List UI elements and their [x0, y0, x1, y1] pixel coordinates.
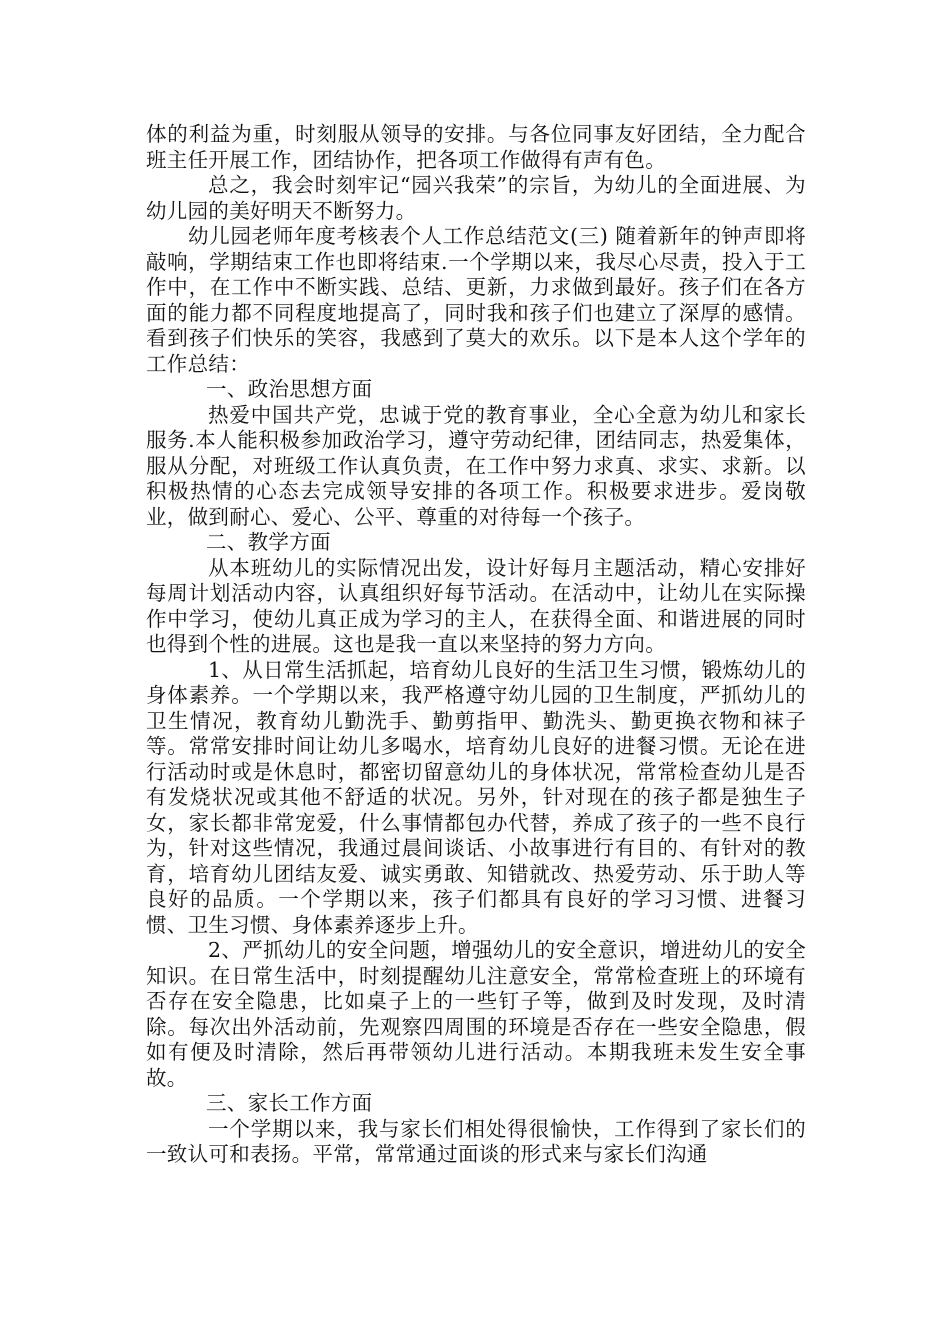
- paragraph-7: 从本班幼儿的实际情况出发，设计好每月主题活动，精心安排好每周计划活动内容，认真组织好每节活动。在活动中，让幼儿在实际操作中学习，使幼儿真正成为学习的主人，在获得全面、和谐进展的同时也得到个性的进展。这也是我一直以来坚持的努力方向。: [146, 555, 806, 656]
- section-heading-teaching: 二、教学方面: [206, 530, 331, 554]
- section-heading-politics: 一、政治思想方面: [206, 377, 373, 401]
- paragraph-11: 一个学期以来，我与家长们相处得很愉快，工作得到了家长们的一致认可和表扬。平常，常常通过面谈的形式来与家长们沟通: [146, 1116, 806, 1166]
- paragraph-9: 2、严抓幼儿的安全问题，增强幼儿的安全意识，增进幼儿的安全知识。在日常生活中，时刻提醒幼儿注意安全，常常检查班上的环境有否存在安全隐患，比如桌子上的一些钉子等，做到及时发现，及时清除。每次出外活动前，先观察四周围的环境是否存在一些安全隐患，假如有便及时清除，然后再带领幼儿进行活动。本期我班未发生安全事故。: [146, 938, 806, 1090]
- paragraph-1: 体的利益为重，时刻服从领导的安排。与各位同事友好团结，全力配合班主任开展工作，团结协作，把各项工作做得有声有色。: [146, 122, 806, 172]
- paragraph-5: 热爱中国共产党，忠诚于党的教育事业，全心全意为幼儿和家长服务.本人能积极参加政治学习，遵守劳动纪律，团结同志，热爱集体，服从分配，对班级工作认真负责，在工作中努力求真、求实、求新。以积极热情的心态去完成领导安排的各项工作。积极要求进步。爱岗敬业，做到耐心、爱心、公平、尊重的对待每一个孩子。: [146, 402, 806, 529]
- section-heading-parents: 三、家长工作方面: [206, 1091, 373, 1115]
- document-page: [146, 122, 806, 1168]
- paragraph-3: 幼儿园老师年度考核表个人工作总结范文(三) 随着新年的钟声即将敲响，学期结束工作也即将结束.一个学期以来，我尽心尽责，投入于工作中，在工作中不断实践、总结、更新，力求做到最好。孩子们在各方面的能力都不同程度地提高了，同时我和孩子们也建立了深厚的感情。看到孩子们快乐的笑容，我感到了莫大的欢乐。以下是本人这个学年的工作总结：: [146, 224, 806, 376]
- paragraph-2: 总之，我会时刻牢记“园兴我荣”的宗旨，为幼儿的全面进展、为幼儿园的美好明天不断努力。: [146, 173, 806, 223]
- paragraph-8: 1、从日常生活抓起，培育幼儿良好的生活卫生习惯，锻炼幼儿的身体素养。一个学期以来，我严格遵守幼儿园的卫生制度，严抓幼儿的卫生情况，教育幼儿勤洗手、勤剪指甲、勤洗头、勤更换衣物和袜子等。常常安排时间让幼儿多喝水，培育幼儿良好的进餐习惯。无论在进行活动时或是休息时，都密切留意幼儿的身体状况，常常检查幼儿是否有发烧状况或其他不舒适的状况。另外，针对现在的孩子都是独生子女，家长都非常宠爱，什么事情都包办代替，养成了孩子的一些不良行为，针对这些情况，我通过晨间谈话、小故事进行有目的、有针对的教育，培育幼儿团结友爱、诚实勇敢、知错就改、热爱劳动、乐于助人等良好的品质。一个学期以来，孩子们都具有良好的学习习惯、进餐习惯、卫生习惯、身体素养逐步上升。: [146, 657, 806, 937]
